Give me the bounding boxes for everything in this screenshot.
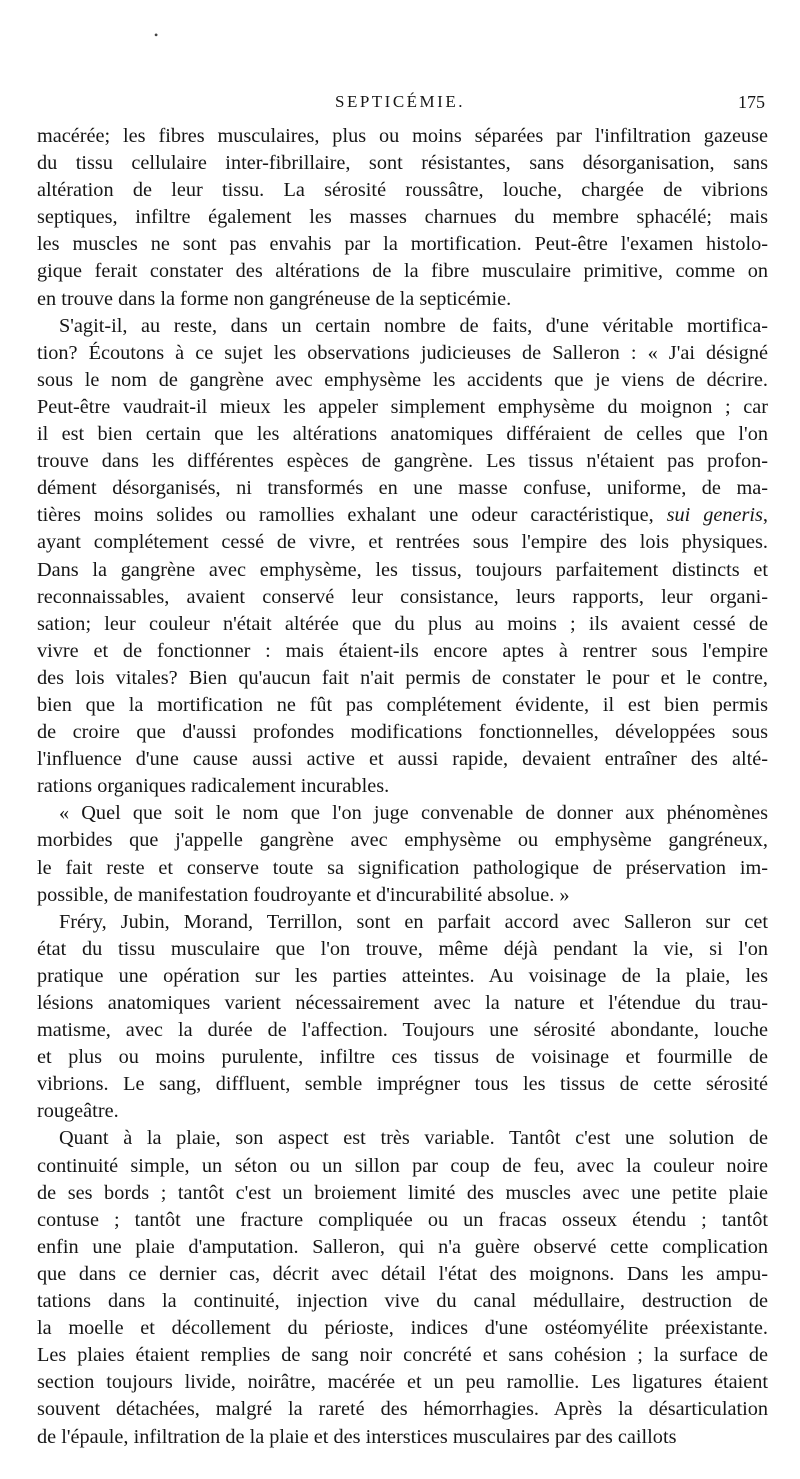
paragraph [37, 800, 768, 908]
text-line: sation; leur couleur n'était altérée que du plus au moins ; ils avaient cessé de [37, 612, 768, 635]
text-line: rougeâtre. [37, 1100, 119, 1123]
text-line: bien que la mortification ne fût pas complétement évidente, il est bien permis [37, 693, 768, 716]
text-line: vivre et de fonctionner : mais étaient-ils encore aptes à rentrer sous l'empire [37, 639, 768, 662]
page-header [0, 90, 800, 118]
text-line: possible, de manifestation foudroyante et d'incurabilité absolue. » [37, 883, 570, 906]
text-line: du tissu cellulaire inter-fibrillaire, sont résistantes, sans désorganisation, sans [37, 152, 768, 175]
text-line: continuité simple, un séton ou un sillon par coup de feu, avec la couleur noire [37, 1154, 768, 1177]
text-line: des lois vitales? Bien qu'aucun fait n'ait permis de constater le pour et le contre, [37, 666, 768, 689]
text-line: de croire que d'aussi profondes modifications fonctionnelles, développées sous [37, 721, 768, 744]
text-line: tières moins solides ou ramollies exhalant une odeur caractéristique, sui generis, [37, 504, 768, 527]
text-line: rations organiques radicalement incurables. [37, 775, 390, 798]
page-number: 175 [738, 92, 765, 112]
text-line: ayant complétement cessé de vivre, et rentrées sous l'empire des lois physiques. [37, 531, 768, 554]
text-line: Dans la gangrène avec emphysème, les tissus, toujours parfaitement distincts et [37, 558, 768, 581]
text-line: macérée; les fibres musculaires, plus ou moins séparées par l'infiltration gazeuse [37, 125, 768, 147]
text-line: lésions anatomiques varient nécessairement avec la nature et l'étendue du trau- [37, 992, 768, 1014]
text-line: en trouve dans la forme non gangréneuse de la septicémie. [37, 287, 512, 310]
text-line: de l'épaule, infiltration de la plaie et des interstices musculaires par des caillots [37, 1425, 677, 1448]
paragraph [37, 1125, 768, 1450]
text-line: il est bien certain que les altérations anatomiques différaient de celles que l'on [37, 423, 768, 446]
paragraph [37, 123, 768, 313]
text-line: le fait reste et conserve toute sa signification pathologique de préservation im- [37, 856, 768, 879]
text-line: morbides que j'appelle gangrène avec emphysème ou emphysème gangréneux, [37, 829, 768, 852]
text-line: tations dans la continuité, injection vive du canal médullaire, destruction de [37, 1290, 768, 1313]
text-line: trouve dans les différentes espèces de gangrène. Les tissus n'étaient pas profon- [37, 450, 768, 473]
text-line: les muscles ne sont pas envahis par la mortification. Peut-être l'examen histolo- [37, 233, 768, 256]
paragraph [37, 909, 768, 1126]
text-line: tion? Écoutons à ce sujet les observations judicieuses de Salleron : « J'ai désigné [37, 341, 768, 364]
text-line: matisme, avec la durée de l'affection. Toujours une sérosité abondante, louche [37, 1019, 768, 1042]
italic-phrase: sui generis [666, 504, 763, 527]
text-line: Fréry, Jubin, Morand, Terrillon, sont en parfait accord avec Salleron sur cet [59, 910, 768, 933]
text-line: de ses bords ; tantôt c'est un broiement limité des muscles avec une petite plaie [37, 1181, 768, 1204]
text-line: section toujours livide, noirâtre, macérée et un peu ramollie. Les ligatures étaient [37, 1371, 768, 1394]
text-line: « Quel que soit le nom que l'on juge convenable de donner aux phénomènes [59, 802, 768, 825]
text-line: la moelle et décollement du périoste, indices d'une ostéomyélite préexistante. [37, 1317, 768, 1340]
text-line: et plus ou moins purulente, infiltre ces tissus de voisinage et fourmille de [37, 1046, 768, 1069]
text-line: septiques, infiltre également les masses charnues du membre sphacélé; mais [37, 206, 768, 229]
text-line: sous le nom de gangrène avec emphysème les accidents que je viens de décrire. [37, 368, 768, 391]
text-line: dément désorganisés, ni transformés en une masse confuse, uniforme, de ma- [37, 477, 768, 500]
text-line: vibrions. Le sang, diffluent, semble imprégner tous les tissus de cette sérosité [37, 1073, 768, 1096]
text-line: contuse ; tantôt une fracture compliquée ou un fracas osseux étendu ; tantôt [37, 1208, 768, 1231]
text-line: l'influence d'une cause aussi active et aussi rapide, devaient entraîner des alté- [37, 748, 768, 771]
text-line: Peut-être vaudrait-il mieux les appeler simplement emphysème du moignon ; car [37, 395, 768, 418]
text-line: S'agit-il, au reste, dans un certain nombre de faits, d'une véritable mortifica- [59, 314, 768, 337]
text-line: enfin une plaie d'amputation. Salleron, qui n'a guère observé cette complication [37, 1235, 768, 1258]
text-line: altération de leur tissu. La sérosité roussâtre, louche, chargée de vibrions [37, 179, 768, 202]
text-line: reconnaissables, avaient conservé leur consistance, leurs rapports, leur organi- [37, 585, 768, 608]
text-line: Les plaies étaient remplies de sang noir concrété et sans cohésion ; la surface de [37, 1344, 768, 1367]
text-line: gique ferait constater des altérations de la fibre musculaire primitive, comme on [37, 260, 768, 283]
running-title: SEPTICÉMIE. [335, 92, 465, 111]
paragraph [37, 313, 768, 801]
text-line: état du tissu musculaire que l'on trouve, même déjà pendant la vie, si l'on [37, 937, 768, 960]
text-line: pratique une opération sur les parties atteintes. Au voisinage de la plaie, les [37, 964, 768, 987]
body-text [37, 123, 768, 1451]
text-line: Quant à la plaie, son aspect est très variable. Tantôt c'est une solution de [59, 1127, 768, 1150]
ink-speck: • [154, 28, 159, 42]
text-line: souvent détachées, malgré la rareté des hémorrhagies. Après la désarticulation [37, 1398, 768, 1421]
text-line: que dans ce dernier cas, décrit avec détail l'état des moignons. Dans les ampu- [37, 1262, 768, 1285]
